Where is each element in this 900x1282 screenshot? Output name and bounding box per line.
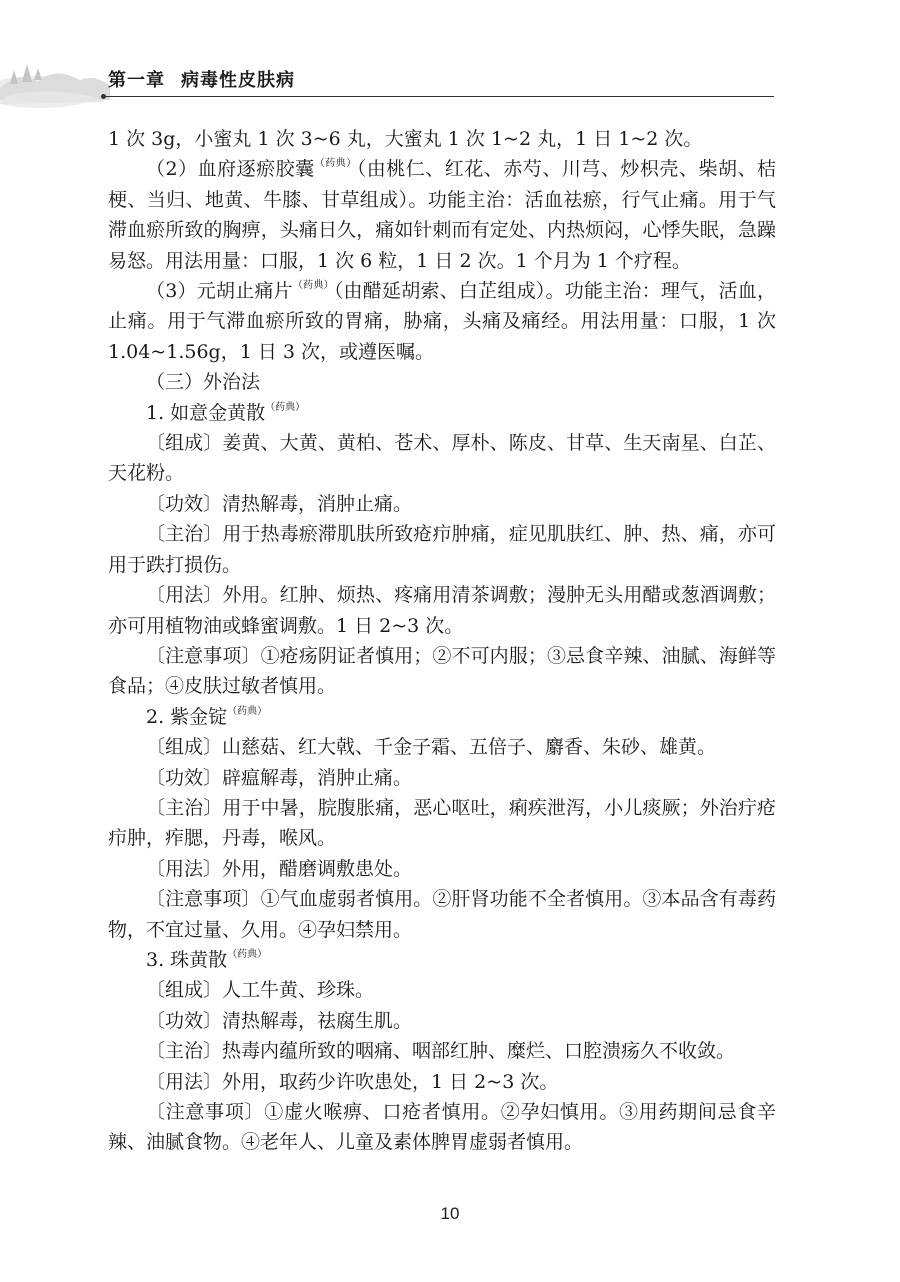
paragraph: （2）血府逐瘀胶囊$^{(药典)}$（由桃仁、红花、赤芍、川芎、炒枳壳、柴胡、桔梗、当归、地黄、牛膝、甘草组成）。功能主治：活血祛瘀，行气止痛。用于气滞血瘀所致的胸痹，头痛日久，痛如针刺而有定处、内热烦闷，心悸失眠，急躁易怒。用法用量：口服，1 次 6 粒，1 日 2 次。1 个月为 1 个疗程。 [108, 158, 776, 272]
pharmacopoeia-note: （药典） [227, 948, 268, 960]
pharmacopoeia-note: （药典） [265, 401, 306, 413]
paragraph: 〔功效〕辟瘟解毒，消肿止痛。 [146, 766, 413, 789]
paragraph: 〔主治〕用于中暑，脘腹胀痛，恶心呕吐，痢疾泄泻，小儿痰厥；外治疔疮疖肿，痄腮，丹毒，喉风。 [108, 796, 776, 850]
item-heading: 3. 珠黄散$^{(药典)}$ [146, 948, 268, 971]
paragraph: 〔功效〕清热解毒，消肿止痛。 [146, 492, 413, 515]
page-body [108, 124, 776, 1158]
paragraph: 1 次 3g，小蜜丸 1 次 3~6 丸，大蜜丸 1 次 1~2 丸，1 日 1~2 次。 [108, 128, 703, 150]
paragraph: 〔注意事项〕①疮疡阴证者慎用；②不可内服；③忌食辛辣、油腻、海鲜等食品；④皮肤过敏者慎用。 [108, 644, 776, 698]
paragraph: 〔功效〕清热解毒，祛腐生肌。 [146, 1009, 413, 1032]
pharmacopoeia-note: （药典） [314, 158, 357, 170]
paragraph: 〔用法〕外用。红肿、烦热、疼痛用清茶调敷；漫肿无头用醋或葱酒调敷；亦可用植物油或蜂蜜调敷。1 日 2~3 次。 [108, 584, 776, 637]
pharmacopoeia-note: （药典） [227, 705, 268, 717]
item-heading: 1. 如意金黄散$^{(药典)}$ [146, 401, 306, 424]
page-number: 10 [440, 1204, 460, 1223]
paragraph: 〔用法〕外用，取药少许吹患处，1 日 2~3 次。 [146, 1070, 559, 1093]
chapter-title-text: 病毒性皮肤病 [181, 70, 295, 91]
header-rule [104, 96, 774, 97]
section-heading: （三）外治法 [146, 371, 261, 394]
pharmacopoeia-note: （药典） [292, 280, 334, 292]
chapter-header [108, 66, 295, 92]
header-rule-dot [101, 94, 106, 99]
paragraph: 〔组成〕姜黄、大黄、黄柏、苍术、厚朴、陈皮、甘草、生天南星、白芷、天花粉。 [108, 432, 776, 485]
paragraph: 〔注意事项〕①气血虚弱者慎用。②肝肾功能不全者慎用。③本品含有毒药物，不宜过量、久用。④孕妇禁用。 [108, 888, 776, 941]
paragraph: 〔组成〕山慈菇、红大戟、千金子霜、五倍子、麝香、朱砂、雄黄。 [146, 736, 717, 759]
chapter-number: 第一章 [108, 70, 165, 91]
paragraph: 〔注意事项〕①虚火喉痹、口疮者慎用。②孕妇慎用。③用药期间忌食辛辣、油腻食物。④老年人、儿童及素体脾胃虚弱者慎用。 [108, 1101, 776, 1154]
landscape-decoration-icon [0, 30, 110, 120]
paragraph: 〔用法〕外用，醋磨调敷患处。 [146, 857, 413, 880]
item-heading: 2. 紫金锭$^{(药典)}$ [146, 705, 268, 728]
paragraph: 〔主治〕热毒内蕴所致的咽痛、咽部红肿、糜烂、口腔溃疡久不收敛。 [146, 1040, 736, 1063]
paragraph: 〔组成〕人工牛黄、珍珠。 [146, 979, 375, 1002]
paragraph: （3）元胡止痛片$^{(药典)}$（由醋延胡索、白芷组成）。功能主治：理气，活血，止痛。用于气滞血瘀所致的胃痛，胁痛，头痛及痛经。用法用量：口服，1 次 1.04~1.56g，1 日 3 次，或遵医嘱。 [108, 280, 776, 363]
paragraph: 〔主治〕用于热毒瘀滞肌肤所致疮疖肿痛，症见肌肤红、肿、热、痛，亦可用于跌打损伤。 [108, 523, 776, 576]
